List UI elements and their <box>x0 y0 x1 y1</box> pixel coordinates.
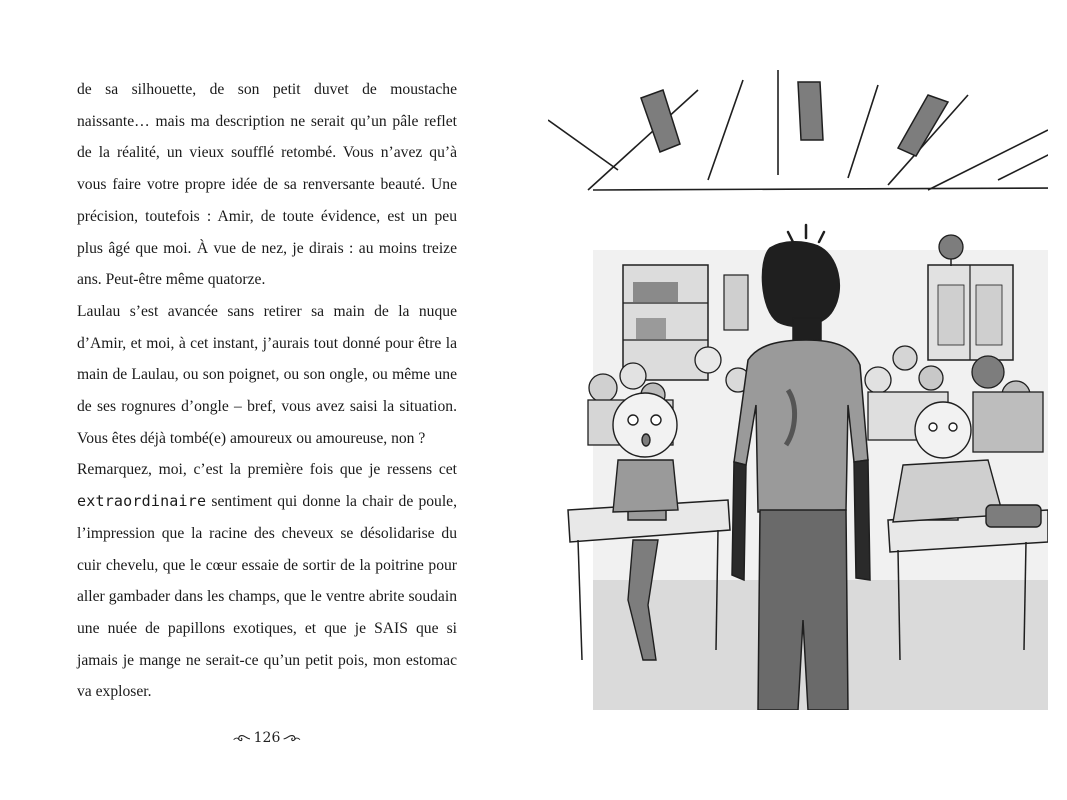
paragraph-1-text: de sa silhouette, de son petit duvet de moustache naissante… mais ma description ne serait qu’un pâle reflet de la réalité, un vieux soufflé retombé. Vous n’avez qu’à vous faire votre propre idée de sa renversante beauté. Une précision, toutefois : Amir, de toute évidence, est un peu plus âgé que moi. À vue de nez, je dirais : au moins treize ans. Peut-être même quatorze. <box>77 81 457 289</box>
ceiling-lights <box>641 82 948 156</box>
left-page-text <box>77 74 457 708</box>
paragraph-3-text-start: Remarquez, moi, c’est la première fois que je ressens cet <box>77 461 457 479</box>
wall-poster <box>724 275 748 330</box>
emphasis-word: extraordinaire <box>77 492 207 511</box>
paragraph-3-text-end: sentiment qui donne la chair de poule, l’impression que la racine des cheveux se désolidarise du cuir chevelu, que le cœur essaie de sortir de la poitrine pour aller gambader dans les champs, que le ventre abrite soudain une nuée de papillons exotiques, et que je SAIS que si jamais je mange ne serait-ce qu’un petit pois, mon estomac va exploser. <box>77 493 457 701</box>
classroom-illustration <box>548 60 1048 710</box>
paragraph-2-text: Laulau s’est avancée sans retirer sa main de la nuque d’Amir, et moi, à cet instant, j’aurais tout donné pour être la main de Laulau, ou son poignet, ou son ongle, ou même une de ses rognures d’ongle – bref, vous avez saisi la situation. Vous êtes déjà tombé(e) amoureux ou amoureuse, non ? <box>77 302 457 447</box>
paragraph-1 <box>77 74 457 296</box>
paragraph-2 <box>77 296 457 455</box>
left-flourish-icon <box>232 731 252 745</box>
paragraph-3 <box>77 454 457 708</box>
right-flourish-icon <box>282 731 302 745</box>
surprise-marks <box>788 225 824 242</box>
page-number-value: 126 <box>253 730 281 746</box>
page-number <box>232 726 302 750</box>
